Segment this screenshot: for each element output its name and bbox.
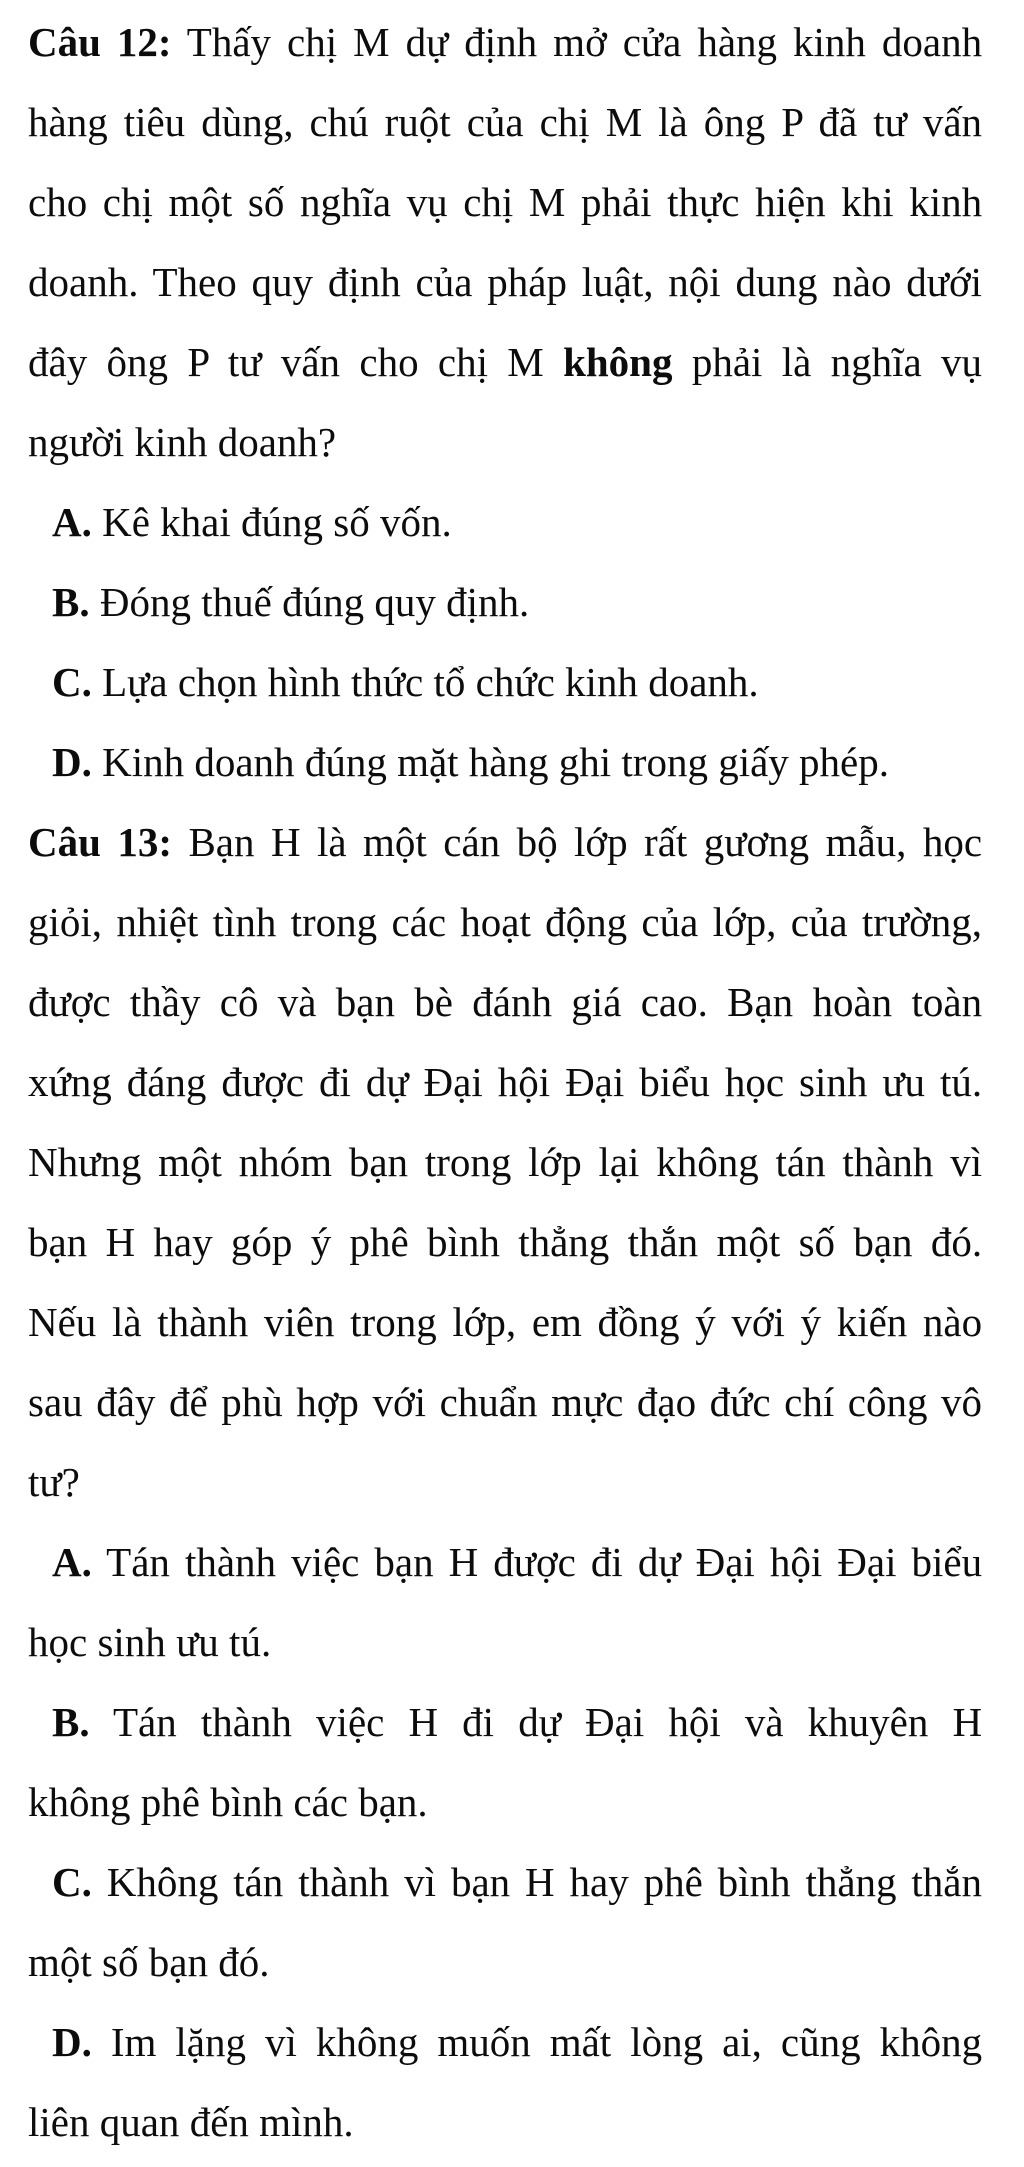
word: bạn <box>374 1539 434 1585</box>
word: Theo <box>152 259 237 305</box>
word: H <box>525 1859 555 1905</box>
word: vụ <box>941 339 983 385</box>
word: Đại <box>837 1539 897 1585</box>
word: chị <box>102 179 153 225</box>
word: tư <box>873 99 907 145</box>
word: số <box>102 1939 139 1985</box>
word: doanh. <box>28 259 139 305</box>
word: phê <box>643 1859 703 1905</box>
text-line <box>28 2002 982 2082</box>
question-13 <box>28 802 982 2162</box>
word: kinh <box>793 19 866 65</box>
text-line <box>28 722 982 802</box>
word: hội <box>769 1539 823 1585</box>
word: mẫu, <box>825 819 907 865</box>
word: lớp, <box>712 899 777 945</box>
word: đạo <box>636 1379 697 1425</box>
word: vì <box>950 1139 983 1185</box>
word: bộ <box>516 819 558 865</box>
word: vấn <box>280 339 341 385</box>
word: một <box>168 179 233 225</box>
word: đi <box>318 1059 351 1105</box>
word: hoàn <box>812 979 893 1025</box>
word: sinh <box>97 1619 166 1665</box>
text-line <box>28 242 982 322</box>
word: phê <box>140 1779 200 1825</box>
word: bạn <box>853 1219 913 1265</box>
word: dự <box>637 1539 681 1585</box>
word: không <box>28 1779 131 1825</box>
word: tán <box>775 1139 826 1185</box>
word: H <box>105 1219 136 1265</box>
text-line <box>28 402 982 482</box>
word: kiến <box>836 1299 908 1345</box>
word: tiêu <box>123 99 186 145</box>
word: kinh <box>134 419 208 465</box>
word: P <box>781 99 803 145</box>
word: lặng <box>175 2019 246 2065</box>
word: lòng <box>630 2019 704 2065</box>
bold-word: A. <box>52 1539 92 1585</box>
word: Im <box>110 2019 157 2065</box>
word: việc <box>316 1699 385 1745</box>
text-line <box>28 2082 982 2162</box>
word: dưới <box>906 259 983 305</box>
word: với <box>372 1379 427 1425</box>
word: chú <box>309 99 369 145</box>
word: đúng <box>241 499 324 545</box>
word: đây <box>28 339 88 385</box>
word: lại <box>598 1139 640 1185</box>
word: hội <box>668 1699 721 1745</box>
word: khuyên <box>807 1699 929 1745</box>
bold-word: C. <box>52 1859 92 1905</box>
word: hợp <box>296 1379 359 1425</box>
word: chị <box>539 99 590 145</box>
word: vô <box>941 1379 983 1425</box>
question-12 <box>28 2 982 802</box>
word: ai, <box>722 2019 762 2065</box>
word: thực <box>667 179 740 225</box>
word: một <box>363 819 427 865</box>
text-line <box>28 1602 982 1682</box>
word: chị <box>287 19 338 65</box>
bold-word: B. <box>52 579 90 625</box>
bold-word: không <box>563 339 673 385</box>
word: trong <box>621 739 708 785</box>
word: tư? <box>28 1459 80 1505</box>
word: cô <box>219 979 259 1025</box>
word: kinh <box>565 659 638 705</box>
word: bạn <box>335 979 395 1025</box>
word: doanh. <box>648 659 759 705</box>
word: khi <box>841 179 894 225</box>
word: thẳng <box>518 1219 610 1265</box>
word: dùng, <box>201 99 294 145</box>
word: liên <box>28 2099 90 2145</box>
word: cửa <box>622 19 682 65</box>
bold-word: 13: <box>117 819 173 865</box>
text-line <box>28 322 982 402</box>
word: tình <box>212 899 277 945</box>
text-line <box>28 642 982 722</box>
word: đúng <box>304 739 387 785</box>
bold-word: C. <box>52 659 92 705</box>
word: thành <box>157 1299 249 1345</box>
word: thành <box>184 1539 277 1585</box>
word: chí <box>784 1379 835 1425</box>
text-line <box>28 1442 982 1522</box>
word: giỏi, <box>28 899 103 945</box>
word: trong <box>424 1139 512 1185</box>
word: vấn <box>922 99 983 145</box>
word: đến <box>189 2099 249 2145</box>
word: phải <box>580 179 652 225</box>
word: được <box>28 979 111 1025</box>
word: kinh <box>909 179 983 225</box>
word: học <box>28 1619 88 1665</box>
word: Đại <box>565 1059 625 1105</box>
text-line <box>28 882 982 962</box>
word: vì <box>404 1859 437 1905</box>
text-line <box>28 1202 982 1282</box>
text-line <box>28 1762 982 1842</box>
word: cũng <box>780 2019 861 2065</box>
word: hay <box>153 1219 213 1265</box>
word: của <box>415 259 473 305</box>
word: chọn <box>177 659 258 705</box>
word: bạn <box>148 1939 208 1985</box>
word: chuẩn <box>439 1379 538 1425</box>
word: muốn <box>437 2019 531 2065</box>
bold-word: D. <box>52 2019 92 2065</box>
word: là <box>781 339 812 385</box>
word: khai <box>160 499 231 545</box>
text-line <box>28 562 982 642</box>
text-line <box>28 1682 982 1762</box>
word: của <box>790 899 848 945</box>
word: đã <box>818 99 858 145</box>
word: một <box>28 1939 92 1985</box>
word: thành <box>200 1699 292 1745</box>
word: đức <box>709 1379 771 1425</box>
word: thành <box>298 1859 390 1905</box>
word: nhóm <box>238 1139 333 1185</box>
text-line <box>28 1122 982 1202</box>
word: thắn <box>911 1859 982 1905</box>
word: Thấy <box>186 19 272 65</box>
word: ý <box>695 1299 716 1345</box>
word: của <box>466 99 524 145</box>
text-line <box>28 1362 982 1442</box>
word: được <box>493 1539 576 1585</box>
word: sinh <box>798 1059 868 1105</box>
word: bạn <box>348 1139 409 1185</box>
word: chị <box>463 179 514 225</box>
word: bạn <box>450 1859 511 1905</box>
word: hình <box>267 659 341 705</box>
word: đây <box>96 1379 156 1425</box>
word: công <box>847 1379 928 1425</box>
word: quy <box>251 259 314 305</box>
word: pháp <box>487 259 567 305</box>
word: hiện <box>755 179 826 225</box>
word: nghĩa <box>830 339 922 385</box>
word: xứng <box>28 1059 112 1105</box>
word: doanh? <box>217 419 337 465</box>
word: thuế <box>201 579 272 625</box>
bold-word: D. <box>52 739 92 785</box>
word: hay <box>569 1859 629 1905</box>
word: tú. <box>229 1619 272 1665</box>
word: hàng <box>697 19 778 65</box>
word: số <box>333 499 370 545</box>
word: số <box>798 1219 836 1265</box>
word: không <box>879 2019 983 2065</box>
word: tán <box>233 1859 284 1905</box>
word: không <box>656 1139 759 1185</box>
word: nào <box>832 259 892 305</box>
text-line <box>28 1922 982 2002</box>
word: gương <box>703 819 810 865</box>
word: trong <box>290 899 378 945</box>
word: ưu <box>176 1619 219 1665</box>
word: là <box>316 819 347 865</box>
word: tú. <box>940 1059 983 1105</box>
word: đúng <box>282 579 365 625</box>
text-line <box>28 1042 982 1122</box>
word: Kê <box>102 499 150 545</box>
bold-word: A. <box>52 499 92 545</box>
word: định <box>464 19 538 65</box>
word: giấy <box>718 739 789 785</box>
word: mặt <box>397 739 459 785</box>
text-line <box>28 1282 982 1362</box>
word: thầy <box>129 979 201 1025</box>
word: ưu <box>882 1059 926 1105</box>
word: nhiệt <box>116 899 199 945</box>
word: người <box>28 419 125 465</box>
bold-word: 12: <box>116 19 172 65</box>
word: ý <box>800 1299 822 1345</box>
word: hàng <box>28 99 108 145</box>
word: trường, <box>861 899 983 945</box>
bold-word: Câu <box>28 19 101 65</box>
word: Nếu <box>28 1299 97 1345</box>
word: Tán <box>106 1539 170 1585</box>
word: và <box>744 1699 784 1745</box>
word: đó. <box>930 1219 983 1265</box>
word: học <box>922 819 983 865</box>
word: phù <box>221 1379 283 1425</box>
word: phê <box>349 1219 409 1265</box>
word: phép. <box>799 739 889 785</box>
word: thẳng <box>805 1859 897 1905</box>
word: phải <box>691 339 763 385</box>
word: Bạn <box>188 819 255 865</box>
word: ý <box>310 1219 332 1265</box>
word: hoạt <box>460 899 531 945</box>
word: doanh <box>881 19 983 65</box>
word: vụ <box>406 179 448 225</box>
word: nào <box>922 1299 983 1345</box>
word: doanh <box>194 739 295 785</box>
word: dung <box>735 259 818 305</box>
word: cho <box>359 339 419 385</box>
word: động <box>545 899 628 945</box>
word: học <box>724 1059 785 1105</box>
word: đi <box>462 1699 495 1745</box>
word: H <box>448 1539 479 1585</box>
word: M <box>528 179 566 225</box>
word: vì <box>264 2019 297 2065</box>
word: bạn. <box>358 1779 428 1825</box>
word: H <box>408 1699 439 1745</box>
word: M <box>353 19 390 65</box>
word: đáng <box>126 1059 207 1105</box>
text-line <box>28 1522 982 1602</box>
word: một <box>716 1219 781 1265</box>
word: ông <box>703 99 766 145</box>
word: Tán <box>112 1699 177 1745</box>
text-line <box>28 962 982 1042</box>
word: biểu <box>911 1539 983 1585</box>
word: thắn <box>627 1219 699 1265</box>
word: P <box>187 339 209 385</box>
word: M <box>507 339 544 385</box>
word: ruột <box>384 99 451 145</box>
word: bè <box>414 979 453 1025</box>
word: Bạn <box>727 979 794 1025</box>
word: thức <box>350 659 424 705</box>
word: định <box>327 259 401 305</box>
word: tư <box>227 339 262 385</box>
bold-word: B. <box>52 1699 90 1745</box>
word: Đại <box>695 1539 755 1585</box>
word: lớp, <box>452 1299 517 1345</box>
word: viên <box>263 1299 335 1345</box>
word: Đại <box>423 1059 483 1105</box>
word: Đại <box>585 1699 645 1745</box>
word: quy <box>374 579 436 625</box>
word: mất <box>549 2019 612 2065</box>
word: Không <box>106 1859 219 1905</box>
word: không <box>315 2019 419 2065</box>
word: dự <box>365 1059 409 1105</box>
text-line <box>28 482 982 562</box>
word: chị <box>437 339 488 385</box>
word: lớp <box>528 1139 582 1185</box>
word: mình. <box>259 2099 354 2145</box>
word: góp <box>230 1219 293 1265</box>
word: số <box>247 179 285 225</box>
word: đó. <box>218 1939 270 1985</box>
word: cho <box>28 179 88 225</box>
text-line <box>28 1842 982 1922</box>
word: nội <box>668 259 721 305</box>
word: trong <box>350 1299 437 1345</box>
word: Kinh <box>102 739 185 785</box>
word: bình <box>717 1859 791 1905</box>
text-line <box>28 802 982 882</box>
word: Nhưng <box>28 1139 142 1185</box>
word: luật, <box>581 259 654 305</box>
text-line <box>28 2 982 82</box>
word: cán <box>443 819 501 865</box>
word: tổ <box>433 659 466 705</box>
word: định. <box>446 579 530 625</box>
word: H <box>270 819 301 865</box>
word: M <box>605 99 643 145</box>
word: thành <box>842 1139 934 1185</box>
word: giá <box>571 979 622 1025</box>
word: đồng <box>597 1299 680 1345</box>
word: các <box>293 1779 348 1825</box>
word: bạn <box>28 1219 88 1265</box>
word: quan <box>99 2099 180 2145</box>
word: mở <box>553 19 607 65</box>
word: là <box>658 99 688 145</box>
word: toàn <box>911 979 983 1025</box>
word: việc <box>291 1539 360 1585</box>
word: H <box>952 1699 983 1745</box>
word: nghĩa <box>299 179 392 225</box>
word: được <box>221 1059 304 1105</box>
word: Lựa <box>102 659 168 705</box>
word: em <box>531 1299 582 1345</box>
word: cao. <box>640 979 708 1025</box>
word: đánh <box>472 979 552 1025</box>
word: mực <box>551 1379 624 1425</box>
word: một <box>158 1139 222 1185</box>
text-line <box>28 82 982 162</box>
word: sau <box>28 1379 83 1425</box>
word: bình <box>427 1219 500 1265</box>
word: đi <box>590 1539 623 1585</box>
word: Đóng <box>99 579 191 625</box>
word: vốn. <box>379 499 452 545</box>
word: với <box>731 1299 785 1345</box>
word: dự <box>405 19 449 65</box>
word: các <box>391 899 447 945</box>
word: bình <box>210 1779 284 1825</box>
word: hàng <box>468 739 549 785</box>
text-line <box>28 162 982 242</box>
word: lớp <box>574 819 628 865</box>
word: hội <box>497 1059 551 1105</box>
word: rất <box>644 819 688 865</box>
bold-word: Câu <box>28 819 101 865</box>
word: ghi <box>558 739 612 785</box>
word: ông <box>106 339 169 385</box>
word: là <box>111 1299 142 1345</box>
word: dự <box>518 1699 561 1745</box>
word: để <box>168 1379 208 1425</box>
word: và <box>277 979 317 1025</box>
word: của <box>641 899 699 945</box>
word: biểu <box>639 1059 710 1105</box>
word: chức <box>475 659 555 705</box>
